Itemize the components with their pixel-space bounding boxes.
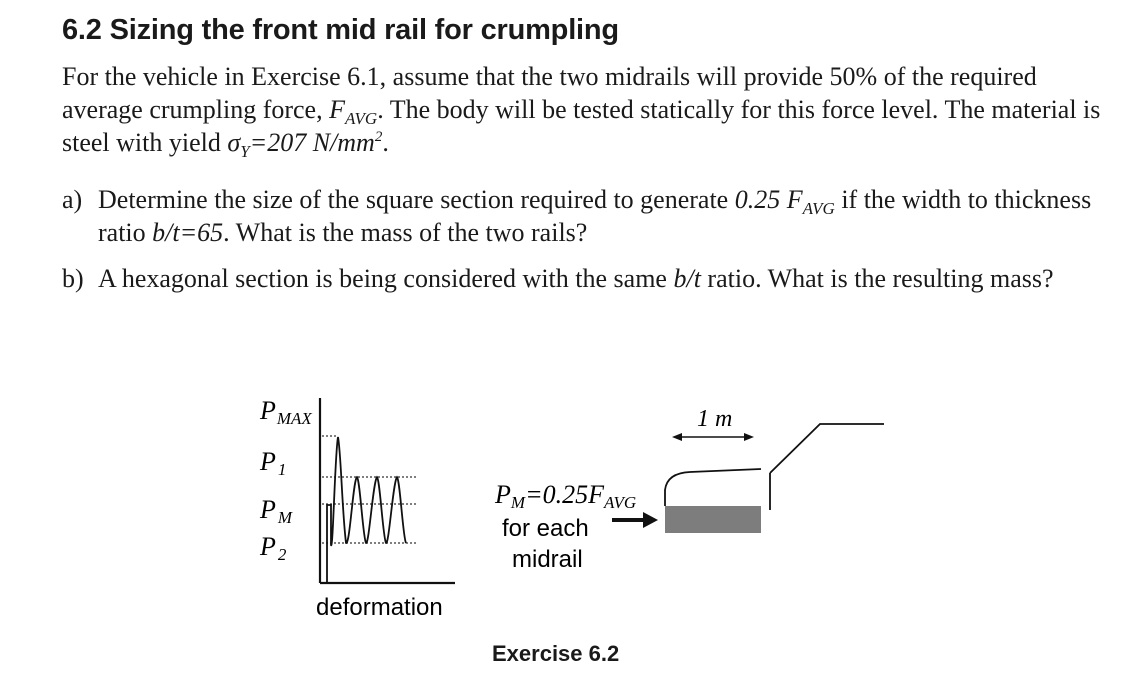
pm-formula: PM=0.25FAVG (495, 480, 637, 512)
force-symbol: F (329, 95, 345, 124)
question-a-text-1: Determine the size of the square section required to generate (98, 185, 735, 214)
dimension-label: 1 m (697, 406, 733, 432)
force-arrow-head (643, 512, 658, 528)
question-a-force: 0.25 F (734, 185, 803, 214)
midrail-label: midrail (512, 546, 583, 573)
section-heading: 6.2 Sizing the front mid rail for crumpling (62, 14, 619, 46)
for-each-label: for each (502, 515, 589, 542)
question-b-label: b) (62, 264, 84, 293)
question-a-ratio: b/t=65 (152, 218, 224, 247)
force-subscript: AVG (344, 109, 378, 128)
dimension-arrow-right (744, 433, 754, 441)
pmax-label: PMAX (260, 396, 312, 428)
statement-end: . (382, 128, 389, 157)
deformation-label: deformation (316, 594, 443, 621)
question-a-text-3: . What is the mass of the two rails? (223, 218, 588, 247)
question-b-ratio: b/t (673, 264, 701, 293)
yield-value: =207 N/mm (249, 128, 375, 157)
question-b-text-2: ratio. What is the resulting mass? (700, 264, 1054, 293)
p1-label: P 1 (260, 447, 287, 479)
yield-subscript: Y (240, 142, 250, 161)
hood-outline (770, 424, 884, 473)
question-a-force-subscript: AVG (802, 199, 835, 218)
question-b-text-1: A hexagonal section is being considered with the same (98, 264, 674, 293)
force-deformation-curve (327, 437, 406, 583)
unit-exponent: 2 (374, 129, 383, 145)
midrail-block (665, 506, 761, 533)
bumper-outline (665, 469, 761, 506)
sigma-symbol: σ (227, 128, 241, 157)
figure-caption: Exercise 6.2 (492, 641, 620, 666)
pm-label: P M (260, 495, 293, 527)
statement-text-2: . The body will be tested statically for this force level. The material is steel with yield (62, 95, 1101, 157)
question-a-label: a) (62, 185, 83, 214)
p2-label: P 2 (260, 532, 287, 564)
statement-text-1: For the vehicle in Exercise 6.1, assume that the two midrails will provide 50% of the required average crumpling force, (62, 62, 1037, 124)
question-a-text-2: if the width to thickness ratio (98, 185, 1092, 247)
dimension-arrow-left (672, 433, 682, 441)
